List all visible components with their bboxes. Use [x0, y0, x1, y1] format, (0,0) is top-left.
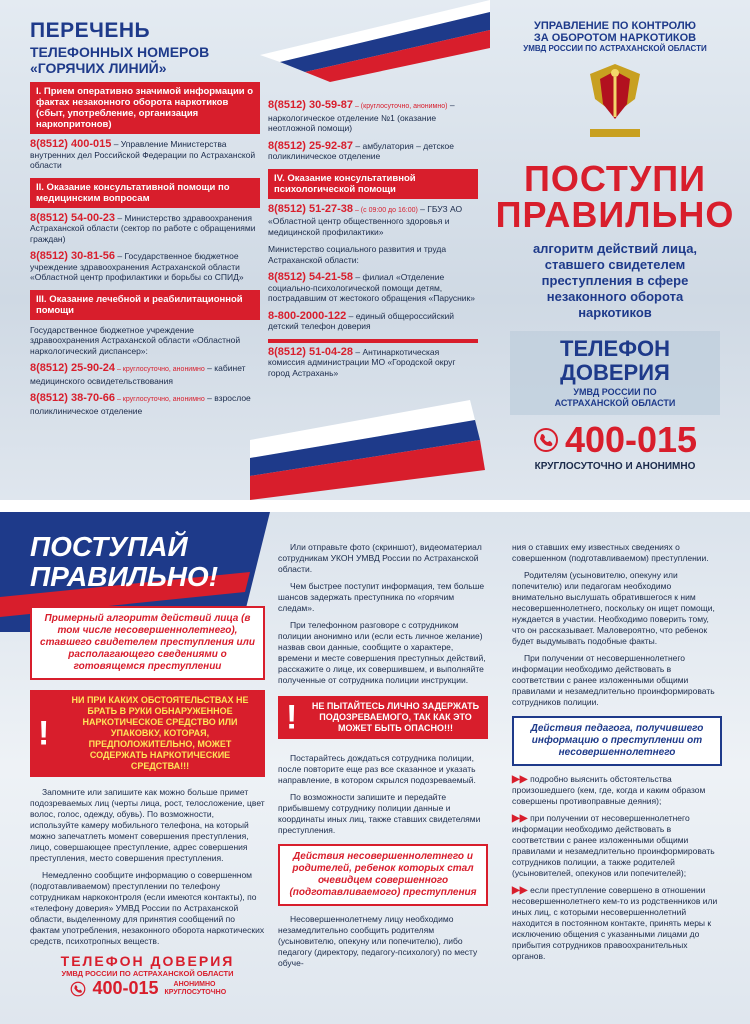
phone-icon: [533, 427, 559, 453]
phone-link[interactable]: 8(8512) 54-00-23: [30, 211, 116, 224]
cover-subtitle: алгоритм действий лица, ставшего свидетелем преступления в сфере незаконного оборота наркотиков: [532, 241, 698, 320]
entry-text: – Антинаркотическая комиссия администрации МО «Городской округ город Астрахань»: [268, 346, 456, 378]
phone-link[interactable]: 8(8512) 38-70-66: [30, 392, 116, 404]
list-item: [268, 141, 478, 162]
phone-link[interactable]: 8(8512) 51-04-28: [268, 345, 354, 358]
algorithm-box: Примерный алгоритм действий лица (в том числе несовершеннолетнего), ставшего свидетелем преступления или располагающего сведениями о готовящемся преступлении: [30, 606, 265, 680]
entry-text: – филиал «Отделение социально-психологической помощи детям, пострадавшим от жестокого обращения «Парусник»: [268, 272, 476, 303]
list-item-text: подробно выяснить обстоятельства произошедшего (кем, где, когда и каким образом совершены противоправные деяния);: [512, 774, 706, 806]
warning-box: [30, 690, 265, 777]
trust-title-2: ДОВЕРИЯ: [560, 360, 670, 385]
paragraph: По возможности запишите и передайте прибывшему сотруднику полиции данные и координаты иных лиц, также ставших свидетелями преступления.: [278, 792, 481, 835]
paragraph: Чем быстрее поступит информация, тем больше шансов задержать преступника по «горячим следам».: [278, 581, 485, 613]
list-item: [30, 393, 260, 416]
inner-title-2: ПРАВИЛЬНО!: [30, 561, 219, 592]
teacher-actions-box: Действия педагога, получившего информацию о преступлении от несовершеннолетнего: [512, 716, 722, 766]
list-item: [268, 100, 478, 134]
list-item-text: если преступление совершено в отношении несовершеннолетнего кем-то из родственников или иных лиц, с которыми несовершеннолетний находится в постоянном контакте, принять меры к исключению общения с указанными лицами до прибытия сотрудников правоохранительных органов.: [512, 885, 718, 961]
entry-note: – (круглосуточно, анонимно): [353, 103, 448, 110]
list-item: [512, 885, 722, 962]
org-line-3: УМВД РОССИИ ПО АСТРАХАНСКОЙ ОБЛАСТИ: [523, 44, 707, 53]
footer-title: ТЕЛЕФОН ДОВЕРИЯ: [60, 953, 235, 969]
instructions-col2: [278, 542, 488, 975]
paragraph: Родителям (усыновителю, опекуну или попечителю) или педагогам необходимо внимательно выслушать обратившегося к ним несовершеннолетнего, поскольку он ищет помощи, нуждается в участии. Необходимо поверить тому, что он рассказывает. Маловероятно, что ребенок будет выдумывать подобные факты.: [512, 570, 715, 646]
org-line-2: ЗА ОБОРОТОМ НАРКОТИКОВ: [533, 32, 697, 44]
entry-text: – ГБУЗ АО «Областной центр общественного здоровья и медицинской профилактики»: [268, 203, 463, 237]
footer-hotline: [30, 953, 265, 999]
section-3-header: III. Оказание лечебной и реабилитационной помощи: [30, 290, 260, 320]
list-item: [30, 139, 260, 171]
panel-separator: [0, 500, 750, 512]
entry-text: – Государственное бюджетное учреждение здравоохранения Астраханской области «Областной центр профилактики и борьбы со СПИД»: [30, 251, 244, 282]
list-item: [268, 311, 478, 332]
section-3-intro: Государственное бюджетное учреждение здравоохранения Астраханской области «Областной наркологический диспансер»:: [30, 324, 241, 356]
entry-text: – амбулатория – детское поликлиническое отделение: [268, 140, 454, 161]
phone-icon: [70, 981, 86, 997]
footer-note: АНОНИМНО КРУГЛОСУТОЧНО: [164, 980, 227, 996]
entry-text: – наркологическое отделение №1 (оказание неотложной помощи): [268, 100, 455, 133]
section-2-header: II. Оказание консультативной помощи по медицинским вопросам: [30, 178, 260, 208]
phone-link[interactable]: 8(8512) 54-21-58: [268, 271, 354, 283]
cover-title-line-1: ПОСТУПИ: [523, 158, 707, 199]
paragraph: Несовершеннолетнему лицу необходимо незамедлительно сообщить родителям (усыновителю, опекуну или попечителю), либо педагогу (директору, педагогу-психологу) по месту обуче-: [278, 914, 478, 968]
paragraph: ния о ставших ему известных сведениях о совершенном (подготавливаемом) преступлении.: [512, 542, 709, 563]
list-subtitle: ТЕЛЕФОННЫХ НОМЕРОВ «ГОРЯЧИХ ЛИНИЙ»: [30, 44, 210, 76]
list-item: [30, 213, 260, 245]
paragraph: Постарайтесь дождаться сотрудника полиции, после повторите еще раз все сказанное и указать направление, в котором скрылся подозреваемый.: [278, 753, 476, 785]
trust-org: УМВД РОССИИ ПО АСТРАХАНСКОЙ ОБЛАСТИ: [554, 387, 676, 408]
trust-box: [510, 331, 720, 415]
entry-text: – Управление Министерства внутренних дел Российской Федерации по Астраханской области: [30, 139, 256, 170]
brochure-inner-panel: [0, 512, 750, 1024]
instructions-col1: [30, 532, 265, 999]
entry-text: – кабинет медицинского освидетельствования: [30, 363, 246, 386]
entry-text: – единый общероссийский детский телефон доверия: [268, 310, 455, 331]
exclamation-icon: !: [38, 714, 50, 752]
ministry-label: Министерство социального развития и труда Астраханской области:: [268, 244, 447, 265]
hotline-list-col1: [30, 20, 260, 423]
list-item: [30, 251, 260, 283]
hotline-list-col2: [268, 100, 478, 385]
footer-phone[interactable]: 400-015: [92, 978, 159, 998]
paragraph: При телефонном разговоре с сотрудником полиции анонимно или (если есть личное желание) назвав свои данные, сообщите о характере, времени и месте совершения преступных действий, расскажите о лице, их совершившем, и выполняйте полученные от сотрудника полиции инструкции.: [278, 620, 486, 685]
brochure-outer-panel: [0, 0, 750, 500]
hotline-note: КРУГЛОСУТОЧНО И АНОНИМНО: [534, 461, 696, 472]
flag-stripes-top: [250, 0, 490, 90]
arrow-bullet-icon: ▶▶: [512, 774, 531, 785]
phone-link[interactable]: 8(8512) 51-27-38: [268, 202, 354, 215]
list-item: [512, 813, 722, 879]
entry-note: – (с 09:00 до 16:00): [353, 206, 418, 214]
instructions-col3: [512, 542, 722, 968]
arrow-bullet-icon: ▶▶: [512, 813, 531, 824]
warning-text: НЕ ПЫТАЙТЕСЬ ЛИЧНО ЗАДЕРЖАТЬ ПОДОЗРЕВАЕМОГО, ТАК КАК ЭТО МОЖЕТ БЫТЬ ОПАСНО!!!: [311, 701, 480, 733]
cover-column: [490, 20, 740, 472]
list-item: [268, 272, 478, 304]
paragraph: Или отправьте фото (скриншот), видеоматериал сотрудникам УКОН УМВД России по Астраханской области.: [278, 542, 482, 574]
entry-text: – взрослое поликлиническое отделение: [30, 393, 251, 416]
entry-note: – круглосуточно, анонимно: [115, 396, 205, 403]
phone-link[interactable]: 8-800-2000-122: [268, 309, 347, 322]
hotline-row: [490, 419, 740, 461]
arrow-bullet-icon: ▶▶: [512, 885, 531, 896]
hotline-number[interactable]: 400-015: [564, 419, 698, 460]
list-item: [268, 339, 478, 379]
warning-box: [278, 696, 488, 739]
trust-title-1: ТЕЛЕФОН: [560, 336, 670, 361]
section-4-header: IV. Оказание консультативной психологической помощи: [268, 169, 478, 199]
phone-link[interactable]: 8(8512) 400-015: [30, 138, 112, 150]
list-item-text: при получении от несовершеннолетнего информации необходимо действовать в соответствии с ранее изложенными общими правилами и незамедлительно проинформировать сотрудников полиции, а также родителей (усыновителей, опекунов или попечителей);: [512, 813, 715, 878]
phone-link[interactable]: 8(8512) 30-59-87: [268, 99, 354, 111]
list-item: [30, 363, 260, 386]
inner-title-1: ПОСТУПАЙ: [30, 531, 188, 562]
org-line-1: УПРАВЛЕНИЕ ПО КОНТРОЛЮ: [533, 20, 697, 32]
cover-title-line-2: ПРАВИЛЬНО: [495, 194, 735, 235]
entry-text: – Министерство здравоохранения Астраханской области (сектор по работе с обращениями граждан): [30, 212, 256, 244]
list-item: [512, 774, 722, 807]
warning-text: НИ ПРИ КАКИХ ОБСТОЯТЕЛЬСТВАХ НЕ БРАТЬ В РУКИ ОБНАРУЖЕННОЕ НАРКОТИЧЕСКОЕ СРЕДСТВО ИЛИ УПАКОВКУ, КОТОРАЯ, ПРЕДПОЛОЖИТЕЛЬНО, МОЖЕТ СОДЕРЖАТЬ НАРКОТИЧЕСКИЕ СРЕДСТВА!!!: [71, 695, 249, 771]
paragraph: Запомните или запишите как можно больше примет подозреваемых лиц (черты лица, рост, телосложение, цвет волос, голос, одежду, обувь). По возможности, используйте камеру мобильного телефона, на который можно запечатлеть момент совершения преступления, лицо, совершающее преступление, адрес совершения преступления, место совершения преступления.: [30, 787, 265, 863]
exclamation-icon: !: [286, 698, 298, 736]
list-item: [268, 204, 478, 238]
section-1-header: I. Прием оперативно значимой информации о фактах незаконного оборота наркотиков (сбыт, употребление, организация наркопритонов): [30, 82, 260, 134]
list-title: ПЕРЕЧЕНЬ: [30, 19, 151, 42]
flag-stripes-bottom: [250, 380, 490, 500]
phone-link[interactable]: 8(8512) 25-90-24: [30, 362, 116, 374]
phone-link[interactable]: 8(8512) 30-81-56: [30, 250, 116, 262]
paragraph: Немедленно сообщите информацию о совершенном (подготавливаемом) преступлении по телефону сотрудникам наркоконтроля (если имеются контакты), по «телефону доверия» УМВД России по Астраханской области, выделенному для принятия сообщений по фактам употребления, незаконного оборота наркотических средств, психотропных веществ.: [30, 870, 265, 946]
minor-actions-box: Действия несовершеннолетнего и родителей, ребенок которых стал очевидцем совершенного (подготавливаемого) преступления: [278, 844, 488, 906]
paragraph: При получении от несовершеннолетнего информации необходимо действовать в соответствии с ранее изложенными общими правилами и незамедлительно проинформировать сотрудников полиции.: [512, 653, 715, 707]
footer-org: УМВД РОССИИ ПО АСТРАХАНСКОЙ ОБЛАСТИ: [61, 969, 234, 978]
entry-note: – круглосуточно, анонимно: [115, 366, 205, 373]
emblem-icon: [580, 59, 650, 149]
phone-link[interactable]: 8(8512) 25-92-87: [268, 139, 354, 152]
